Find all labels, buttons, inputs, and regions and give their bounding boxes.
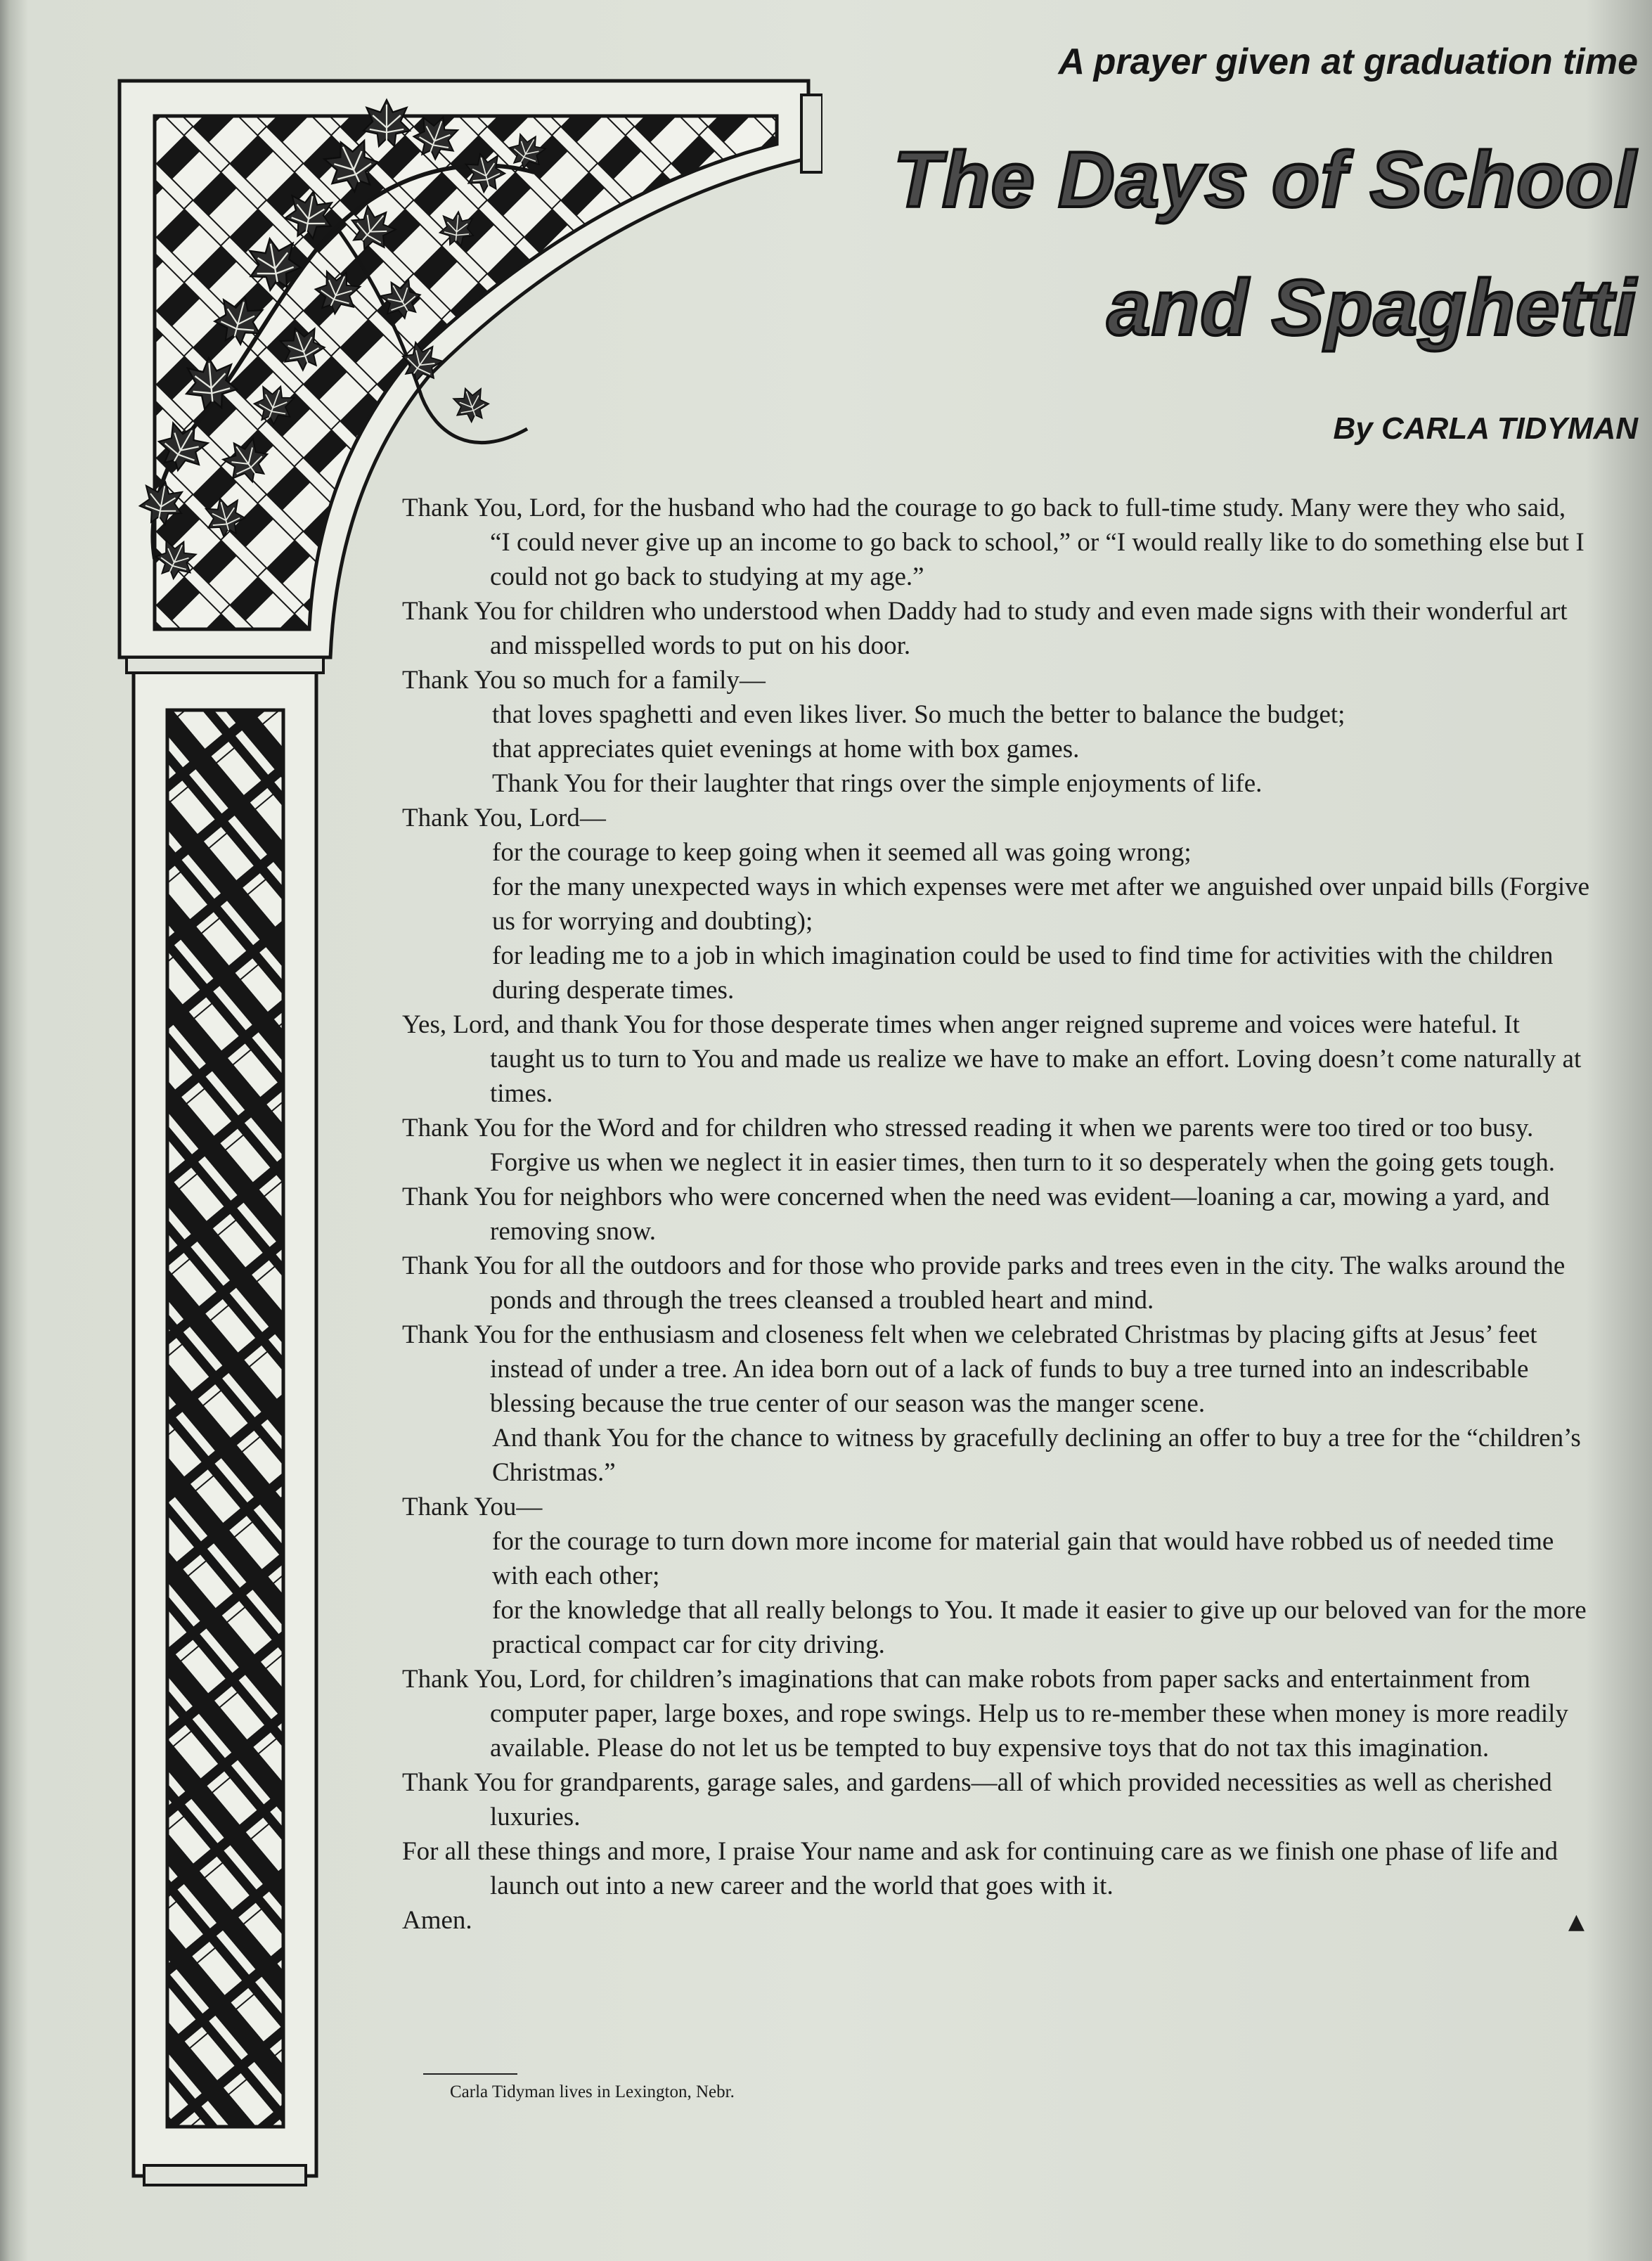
article-kicker: A prayer given at graduation time (1058, 41, 1638, 82)
prayer-paragraph: Thank You for neighbors who were concerned when the need was evident—loaning a car, mowing a yard, and removing snow. (402, 1183, 1550, 1246)
prayer-subline: Thank You for their laughter that rings over the simple enjoyments of life. (492, 769, 1263, 798)
prayer-paragraph: Thank You— (402, 1493, 543, 1521)
end-of-article-mark: ▲ (1568, 1909, 1585, 1934)
prayer-paragraph: Thank You for the Word and for children who stressed reading it when we parents were too tired or too busy. Forgive us when we neglect it in easier times, then turn to it so desperately when the going gets tough. (402, 1114, 1555, 1177)
article-title-line-2: and Spaghetti (1106, 264, 1637, 352)
prayer-subline: for the courage to keep going when it seemed all was going wrong; (492, 838, 1192, 867)
prayer-subline: that appreciates quiet evenings at home with box games. (492, 735, 1080, 764)
amen-text: Amen. (402, 1906, 472, 1935)
article-title-line-1: The Days of School (893, 136, 1637, 224)
prayer-subline: for the courage to turn down more income for material gain that would have robbed us of needed time with each other; (492, 1527, 1554, 1590)
prayer-subline: for the knowledge that all really belongs to You. It made it easier to give up our beloved van for the more practical compact car for city driving. (492, 1596, 1587, 1659)
prayer-paragraph: For all these things and more, I praise Your name and ask for continuing care as we finish one phase of life and launch out into a new career and the world that goes with it. (402, 1837, 1559, 1900)
prayer-paragraph: Thank You, Lord, for the husband who had the courage to go back to full-time study. Many were they who said, “I could never give up an income to go back to school,” or “I would really like to do something else but I could not go back to studying at my age.” (402, 494, 1585, 591)
prayer-subline: And thank You for the chance to witness by gracefully declining an offer to buy a tree for the “children’s Christmas.” (492, 1424, 1581, 1487)
closing-row (402, 1903, 1590, 1939)
prayer-paragraph: Thank You for grandparents, garage sales, and gardens—all of which provided necessities as well as cherished luxuries. (402, 1768, 1552, 1831)
prayer-subline: that loves spaghetti and even likes liver. So much the better to balance the budget; (492, 700, 1346, 729)
prayer-body (402, 491, 1590, 1939)
prayer-paragraph: Thank You, Lord, for children’s imaginations that can make robots from paper sacks and entertainment from computer paper, large boxes, and rope swings. Help us to re-member these when money is more readily available. Please do not let us be tempted to buy expensive toys that do not tax this imagination. (402, 1665, 1568, 1763)
prayer-paragraph: Thank You so much for a family— (402, 666, 766, 695)
prayer-paragraph: Thank You for all the outdoors and for those who provide parks and trees even in the city. The walks around the ponds and through the trees cleansed a troubled heart and mind. (402, 1251, 1566, 1315)
prayer-paragraph: Thank You, Lord— (402, 804, 606, 832)
prayer-paragraph: Thank You for children who understood when Daddy had to study and even made signs with their wonderful art and misspelled words to put on his door. (402, 597, 1568, 660)
prayer-subline: for leading me to a job in which imagination could be used to find time for activities with the children during desperate times. (492, 941, 1554, 1005)
article-byline: By CARLA TIDYMAN (1333, 411, 1638, 446)
prayer-paragraph: Thank You for the enthusiasm and closeness felt when we celebrated Christmas by placing gifts at Jesus’ feet instead of under a tree. An idea born out of a lack of funds to buy a tree turned into an indescribable blessing because the true center of our season was the manger scene. (402, 1320, 1537, 1418)
prayer-paragraph: Yes, Lord, and thank You for those desperate times when anger reigned supreme and voices were hateful. It taught us to turn to You and made us realize we have to make an effort. Loving doesn’t come naturally at times. (402, 1010, 1582, 1108)
author-credit: Carla Tidyman lives in Lexington, Nebr. (450, 2082, 735, 2101)
footnote-rule (423, 2073, 517, 2075)
prayer-subline: for the many unexpected ways in which expenses were met after we anguished over unpaid bills (Forgive us for worrying and doubting); (492, 872, 1590, 936)
